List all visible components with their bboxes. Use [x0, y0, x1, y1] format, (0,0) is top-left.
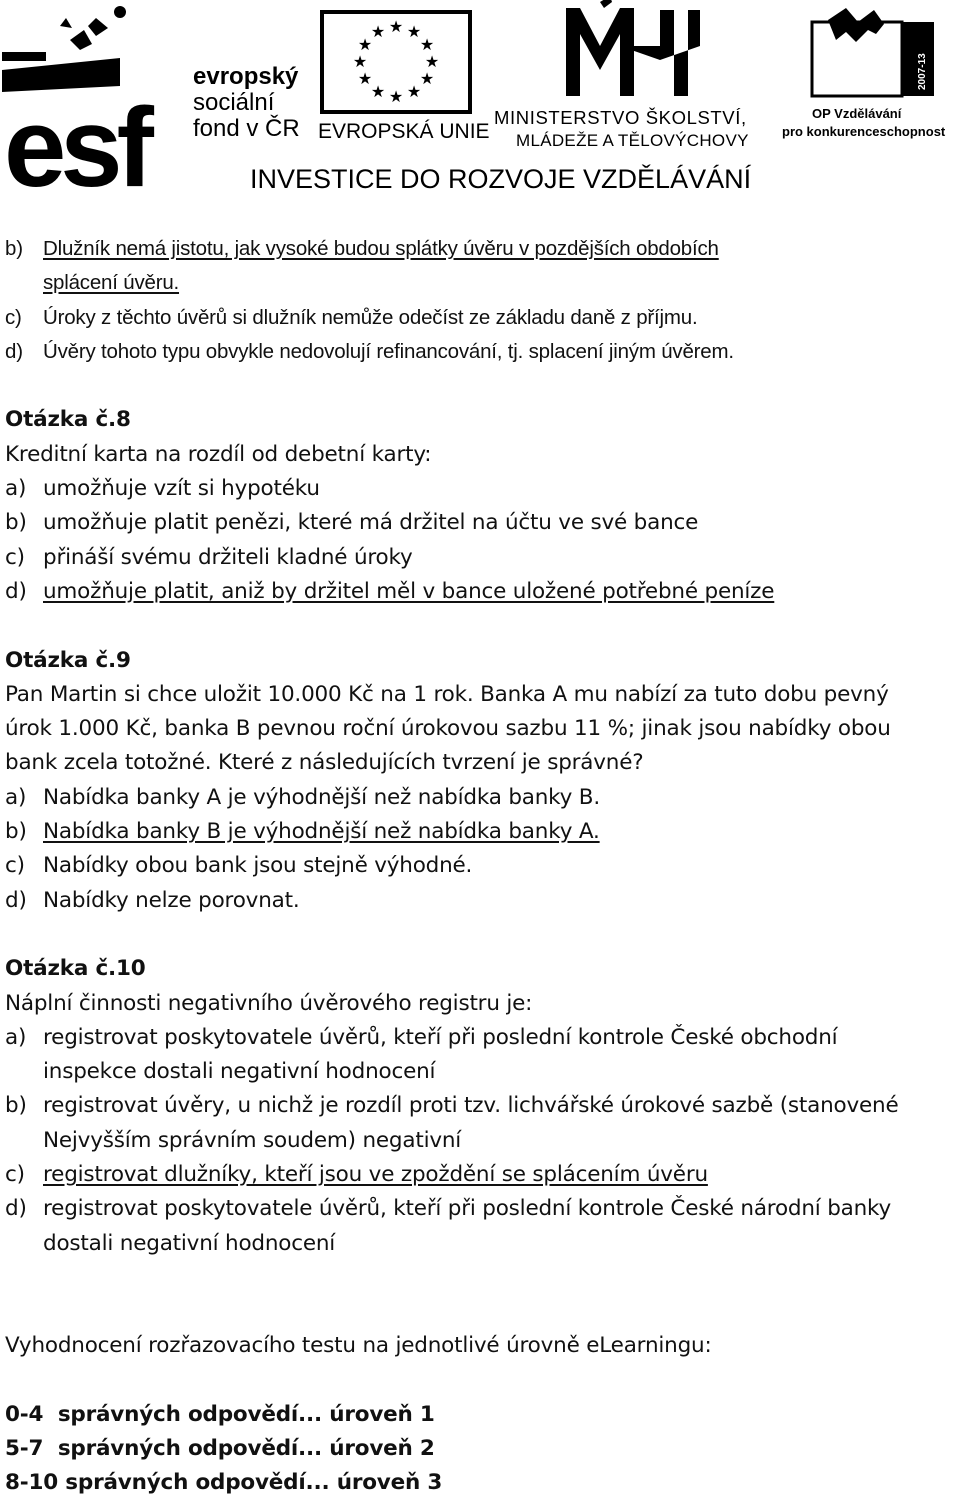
q7-option-b-line2 — [5, 266, 955, 300]
q9-option-b — [5, 815, 955, 849]
svg-text:★: ★ — [419, 69, 435, 88]
q10-option-b-line2: Nejvyšším správním soudem) negativní — [43, 1127, 462, 1153]
svg-text:★: ★ — [357, 35, 373, 54]
q10-option-a-line1 — [5, 1021, 955, 1055]
q9-question-line1: Pan Martin si chce uložit 10.000 Kč na 1 rok. Banka A mu nabízí za tuto dobu pevný — [5, 681, 889, 707]
q10-question: Náplní činnosti negativního úvěrového registru je: — [5, 990, 533, 1016]
tagline: INVESTICE DO ROZVOJE VZDĚLÁVÁNÍ — [250, 164, 752, 194]
q10-a-text1: registrovat poskytovatele úvěrů, kteří při poslední kontrole České obchodní — [43, 1024, 838, 1050]
svg-text:★: ★ — [352, 52, 368, 71]
q10-option-c — [5, 1158, 955, 1192]
evaluation-row: 0-4 správných odpovědí... úroveň 1 — [5, 1401, 435, 1427]
q10-option-b-line1 — [5, 1089, 955, 1123]
q7-c-text: Úroky z těchto úvěrů si dlužník nemůže odečíst ze základu daně z příjmu. — [43, 305, 698, 329]
q10-option-d-line1 — [5, 1192, 955, 1226]
esf-line1: evropský — [193, 63, 299, 90]
q10-d-label: d) — [5, 1196, 27, 1222]
q7-b-text1: Dlužník nemá jistotu, jak vysoké budou splátky úvěru v pozdějších obdobích — [43, 237, 719, 260]
q10-option-d-line2: dostali negativní hodnocení — [43, 1230, 336, 1256]
q9-a-text: Nabídka banky A je výhodnější než nabídka banky B. — [43, 784, 600, 810]
q7-d-label: d) — [5, 339, 23, 363]
q7-option-d — [5, 335, 955, 369]
svg-text:★: ★ — [388, 87, 404, 106]
op-badge: 2007-13 — [917, 53, 928, 90]
msmt-line2: MLÁDEŽE A TĚLOVÝCHOVY — [516, 131, 749, 150]
document-body — [5, 232, 955, 1500]
q9-d-label: d) — [5, 887, 27, 913]
q9-option-c — [5, 849, 955, 883]
q9-a-label: a) — [5, 784, 27, 810]
header-logos — [0, 0, 960, 200]
esf-line2: sociální — [193, 89, 275, 116]
q9-b-text: Nabídka banky B je výhodnější než nabídka banky A. — [43, 819, 600, 845]
q9-title: Otázka č.9 — [5, 647, 131, 673]
q8-a-text: umožňuje vzít si hypotéku — [43, 476, 320, 502]
q10-b-label: b) — [5, 1093, 27, 1119]
svg-text:esf: esf — [4, 85, 148, 200]
q10-a-label: a) — [5, 1024, 27, 1050]
q8-b-text: umožňuje platit penězi, které má držitel na účtu ve své bance — [43, 510, 699, 536]
q7-b-text2: splácení úvěru. — [43, 271, 180, 295]
q9-d-text: Nabídky nelze porovnat. — [43, 887, 300, 913]
op-logo — [782, 8, 946, 139]
q8-c-text: přináší svému držiteli kladné úroky — [43, 544, 413, 570]
q9-c-text: Nabídky obou bank jsou stejně výhodné. — [43, 853, 473, 879]
q8-b-label: b) — [5, 510, 27, 536]
q9-question-line3: bank zcela totožné. Které z následujících tvrzení je správné? — [5, 750, 644, 776]
evaluation-row: 5-7 správných odpovědí... úroveň 2 — [5, 1435, 435, 1461]
q8-option-d — [5, 575, 955, 609]
q10-title: Otázka č.10 — [5, 956, 146, 982]
msmt-line1: MINISTERSTVO ŠKOLSTVÍ, — [494, 107, 747, 128]
q7-option-b-line1 — [5, 232, 955, 266]
q8-d-text: umožňuje platit, aniž by držitel měl v bance uložené potřebné peníze — [43, 578, 775, 604]
q10-b-text1: registrovat úvěry, u nichž je rozdíl proti tzv. lichvářské úrokové sazbě (stanovené — [43, 1093, 899, 1119]
q9-c-label: c) — [5, 853, 25, 879]
q9-option-d — [5, 884, 955, 918]
msmt-logo — [494, 0, 749, 150]
svg-text:★: ★ — [357, 69, 373, 88]
q7-c-label: c) — [5, 305, 22, 329]
q10-option-a-line2: inspekce dostali negativní hodnocení — [43, 1059, 436, 1085]
svg-text:★: ★ — [370, 22, 386, 41]
q8-c-label: c) — [5, 544, 25, 570]
svg-text:★: ★ — [424, 52, 440, 71]
q7-d-text: Úvěry tohoto typu obvykle nedovolují refinancování, tj. splacení jiným úvěrem. — [43, 339, 734, 363]
q7-b-label: b) — [5, 237, 23, 260]
q10-d-text1: registrovat poskytovatele úvěrů, kteří při poslední kontrole České národní banky — [43, 1196, 892, 1222]
q8-option-b — [5, 506, 955, 540]
op-line2: pro konkurenceschopnost — [782, 124, 946, 139]
svg-text:★: ★ — [370, 82, 386, 101]
q10-c-text: registrovat dlužníky, kteří jsou ve zpoždění se splácením úvěru — [43, 1162, 708, 1188]
evaluation-heading: Vyhodnocení rozřazovacího testu na jednotlivé úrovně eLearningu: — [5, 1332, 712, 1358]
q9-b-label: b) — [5, 819, 27, 845]
q9-question-line2: úrok 1.000 Kč, banka B pevnou roční úrokovou sazbu 11 %; jinak jsou nabídky obou — [5, 716, 891, 742]
esf-line3: fond v ČR — [193, 115, 300, 142]
evaluation-row: 8-10 správných odpovědí... úroveň 3 — [5, 1470, 443, 1496]
q8-d-label: d) — [5, 578, 27, 604]
svg-text:★: ★ — [419, 35, 435, 54]
q9-option-a — [5, 781, 955, 815]
svg-text:★: ★ — [406, 82, 422, 101]
op-line1: OP Vzdělávání — [812, 106, 902, 121]
logos-svg — [0, 0, 960, 200]
q8-a-label: a) — [5, 476, 27, 502]
q8-question: Kreditní karta na rozdíl od debetní karty: — [5, 441, 432, 467]
q10-c-label: c) — [5, 1162, 25, 1188]
svg-text:★: ★ — [406, 22, 422, 41]
svg-text:★: ★ — [388, 17, 404, 36]
q7-option-c — [5, 301, 955, 335]
eu-label: EVROPSKÁ UNIE — [318, 120, 490, 143]
q8-option-a — [5, 472, 955, 506]
eu-logo — [318, 12, 490, 143]
q8-option-c — [5, 541, 955, 575]
q8-title: Otázka č.8 — [5, 407, 131, 433]
